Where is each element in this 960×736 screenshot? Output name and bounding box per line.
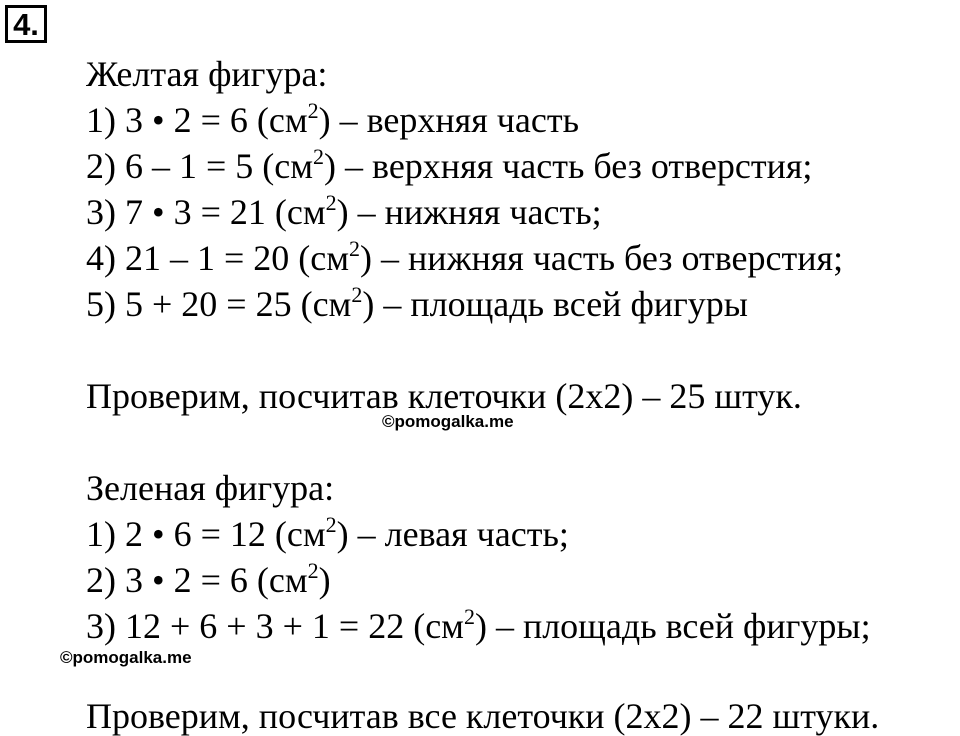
- step-text: 4) 21 – 1 = 20 (см: [86, 238, 350, 278]
- yellow-heading: Желтая фигура:: [86, 54, 328, 94]
- yellow-step-5: [86, 284, 748, 324]
- step-text: ) – площадь всей фигуры;: [474, 606, 871, 646]
- step-text: ) – левая часть;: [336, 514, 569, 554]
- watermark: ©pomogalka.me: [382, 412, 514, 431]
- task-number-box: [5, 5, 47, 43]
- step-text: 3) 7 • 3 = 21 (см: [86, 192, 326, 232]
- task-number: 4.: [13, 6, 39, 42]
- yellow-step-4: [86, 238, 843, 278]
- superscript: 2: [307, 558, 319, 583]
- green-heading: Зеленая фигура:: [86, 468, 335, 508]
- step-text: ): [318, 560, 331, 600]
- step-text: ) – нижняя часть без отверстия;: [360, 238, 844, 278]
- yellow-step-3: [86, 192, 602, 232]
- step-text: 2) 6 – 1 = 5 (см: [86, 146, 314, 186]
- superscript: 2: [307, 98, 319, 123]
- yellow-step-1: [86, 100, 579, 140]
- green-step-3: [86, 606, 871, 646]
- yellow-step-2: [86, 146, 812, 186]
- superscript: 2: [463, 604, 475, 629]
- superscript: 2: [313, 144, 325, 169]
- step-text: 5) 5 + 20 = 25 (см: [86, 284, 352, 324]
- superscript: 2: [351, 282, 363, 307]
- step-text: ) – нижняя часть;: [336, 192, 602, 232]
- step-text: ) – верхняя часть: [318, 100, 580, 140]
- step-text: ) – площадь всей фигуры: [362, 284, 748, 324]
- step-text: 3) 12 + 6 + 3 + 1 = 22 (см: [86, 606, 464, 646]
- superscript: 2: [325, 190, 337, 215]
- superscript: 2: [349, 236, 361, 261]
- step-text: ) – верхняя часть без отверстия;: [324, 146, 813, 186]
- watermark: ©pomogalka.me: [60, 648, 192, 667]
- green-step-2: [86, 560, 331, 600]
- yellow-check: Проверим, посчитав клеточки (2х2) – 25 штук.: [86, 376, 802, 416]
- green-step-1: [86, 514, 569, 554]
- superscript: 2: [325, 512, 337, 537]
- step-text: 1) 3 • 2 = 6 (см: [86, 100, 308, 140]
- step-text: 1) 2 • 6 = 12 (см: [86, 514, 326, 554]
- green-check: Проверим, посчитав все клеточки (2х2) – 22 штуки.: [86, 696, 880, 736]
- step-text: 2) 3 • 2 = 6 (см: [86, 560, 308, 600]
